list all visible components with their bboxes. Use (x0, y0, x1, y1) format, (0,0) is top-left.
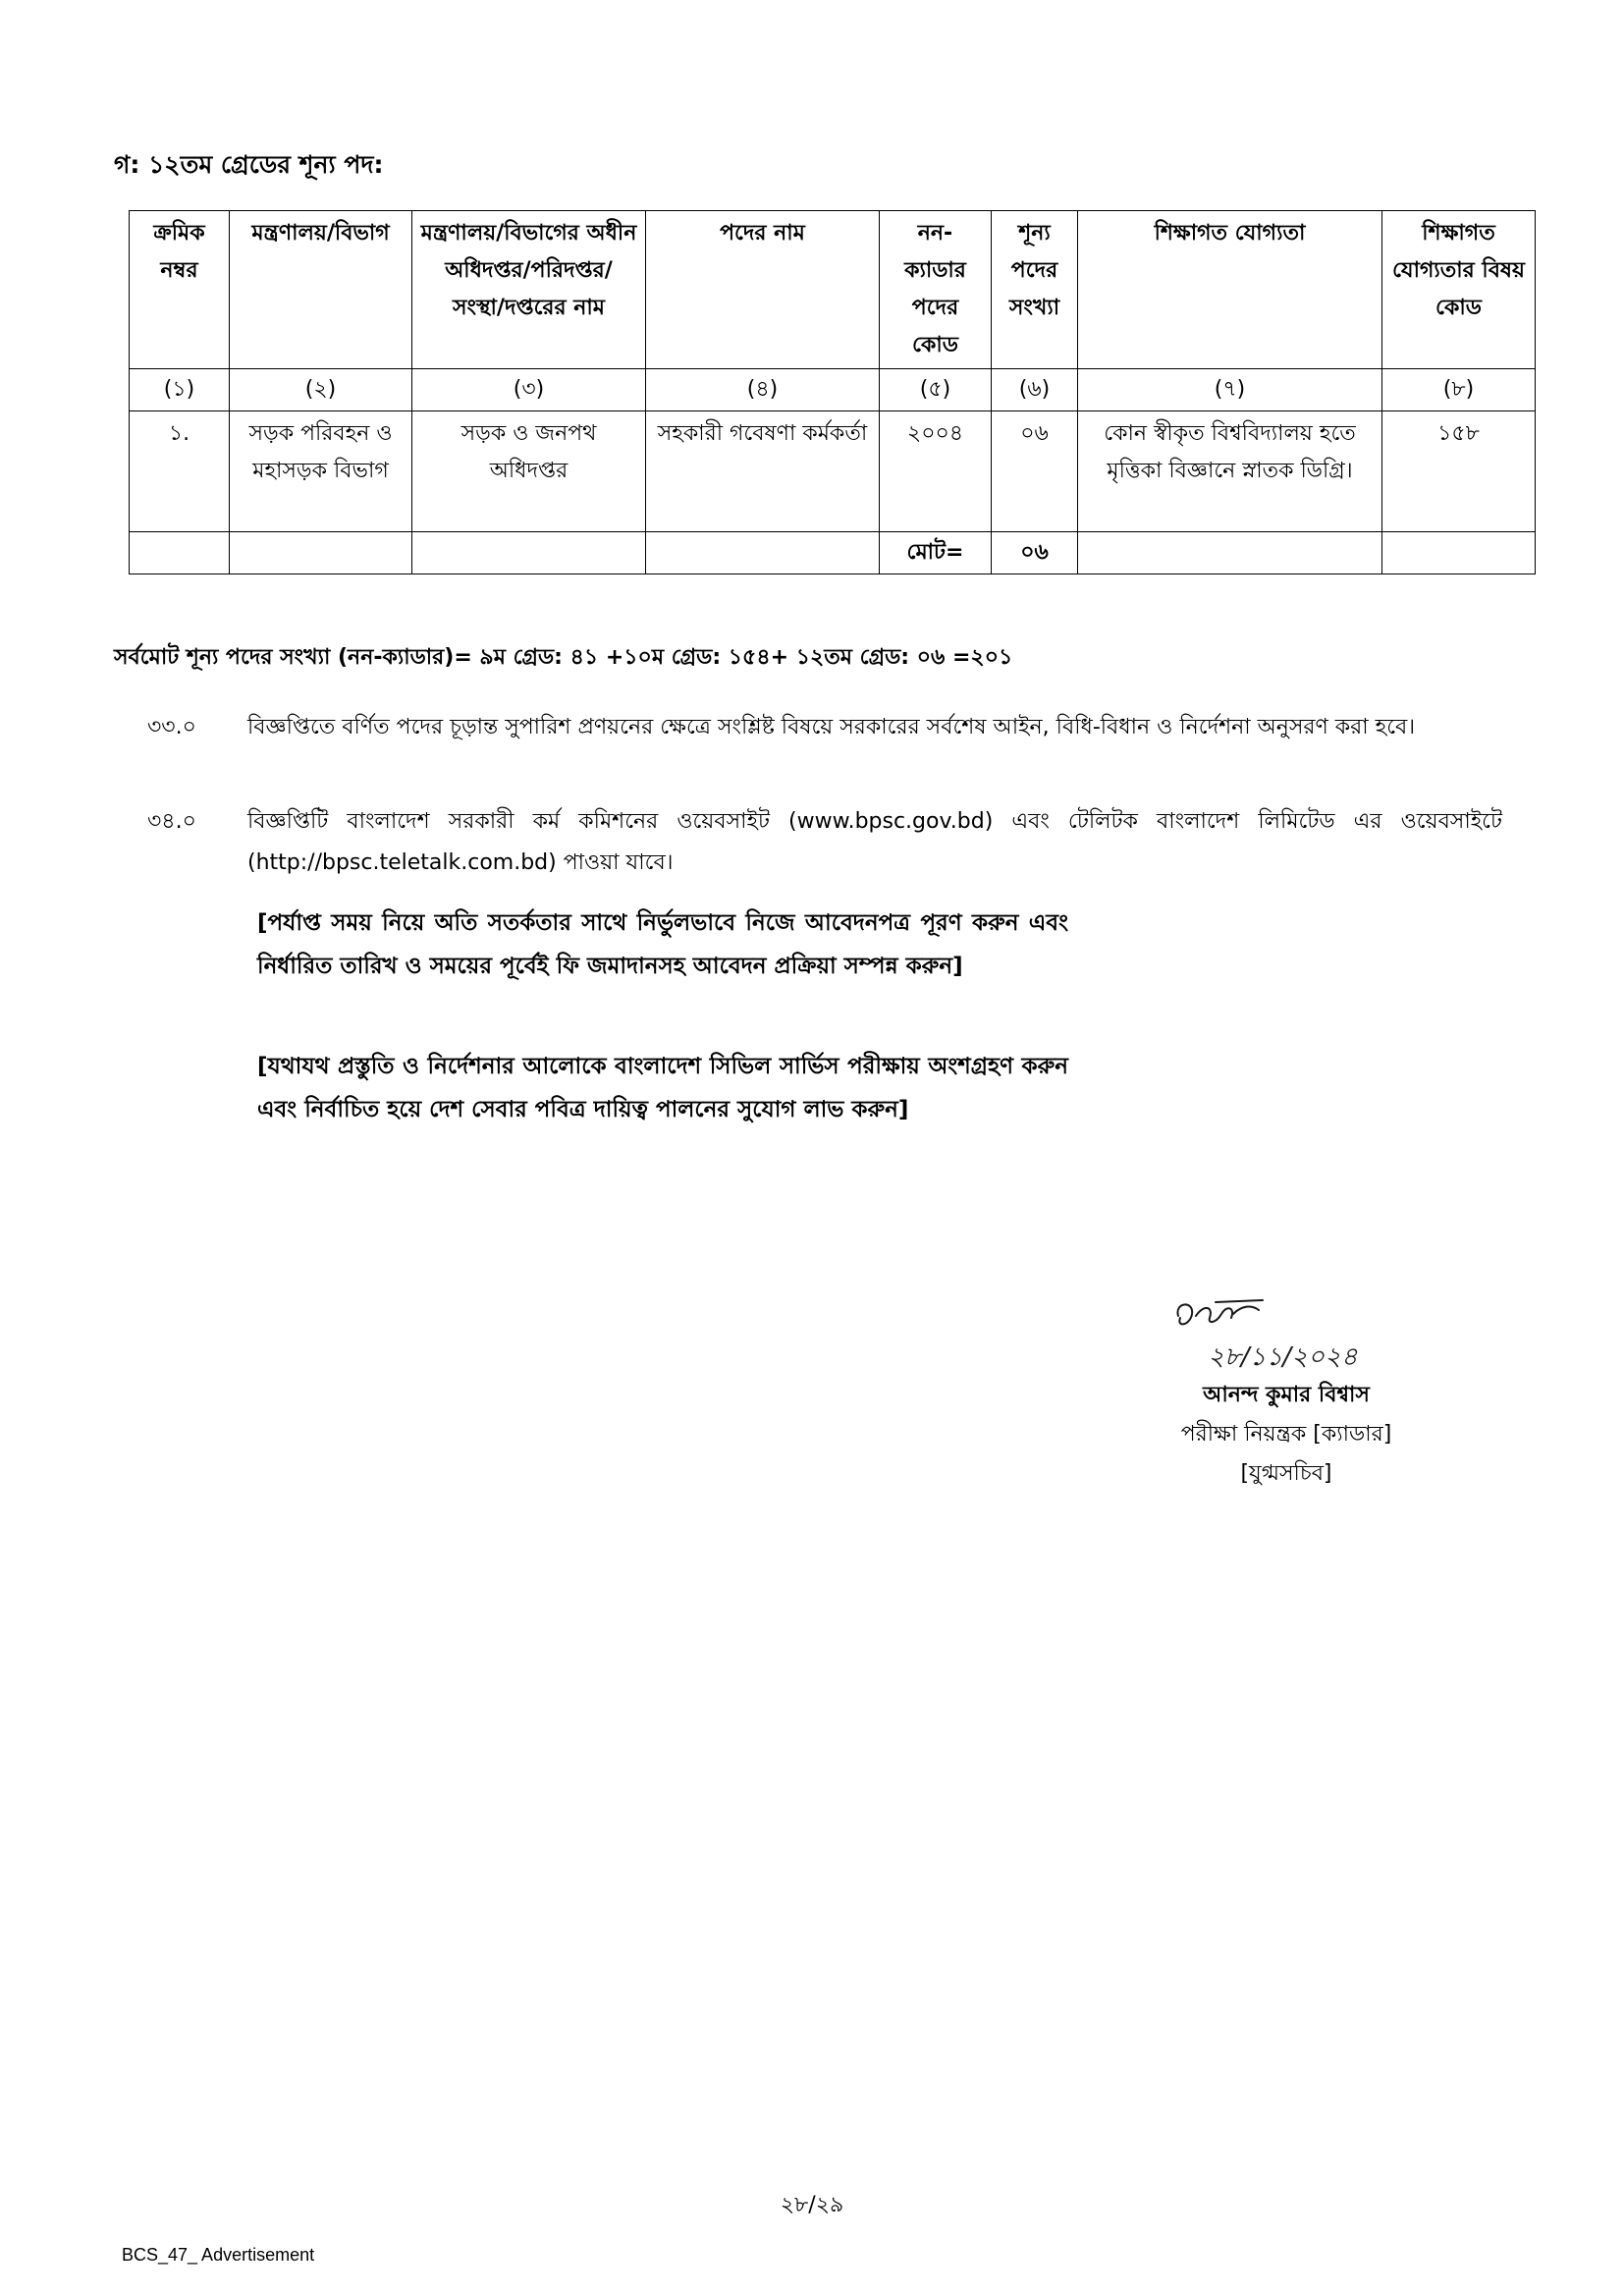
column-number: (২) (230, 369, 412, 411)
total-label: মোট= (880, 532, 992, 574)
page-number: ২৮/২৯ (780, 2193, 844, 2217)
signer-designation: পরীক্ষা নিয়ন্ত্রক [ক্যাডার] (1180, 1422, 1392, 1447)
header-department: মন্ত্রণালয়/বিভাগের অধীন অধিদপ্তর/পরিদপ্তর/ সংস্থা/দপ্তরের নাম (412, 211, 646, 369)
signer-name: আনন্দ কুমার বিশ্বাস (1203, 1383, 1370, 1407)
paragraph-number: ৩৪.০ (147, 809, 196, 834)
empty-cell (230, 532, 412, 574)
column-number: (৬) (992, 369, 1078, 411)
header-serial: ক্রমিক নম্বর (130, 211, 230, 369)
paragraph-number: ৩৩.০ (147, 715, 196, 739)
cell-serial: ১. (130, 411, 230, 532)
paragraph-33 (147, 707, 1502, 748)
empty-cell (1382, 532, 1536, 574)
column-number: (৫) (880, 369, 992, 411)
instruction-note-1: [পর্যাপ্ত সময় নিয়ে অতি সতর্কতার সাথে নির্ভুলভাবে নিজে আবেদনপত্র পূরণ করুন এবং নির্ধারিত তারিখ ও সময়ের পূর্বেই ফি জমাদানসহ আবেদন প্রক্রিয়া সম্পন্ন করুন] (257, 910, 1068, 979)
handwritten-signature (1157, 1294, 1422, 1375)
empty-cell (130, 532, 230, 574)
column-number: (৪) (646, 369, 880, 411)
header-post: পদের নাম (646, 211, 880, 369)
vacancy-table (129, 210, 1536, 574)
signer-rank: [যুগ্মসচিব] (1240, 1461, 1332, 1486)
paragraph-34 (147, 801, 1502, 884)
column-number: (১) (130, 369, 230, 411)
empty-cell (412, 532, 646, 574)
column-number: (৩) (412, 369, 646, 411)
column-number-row (130, 369, 1536, 411)
cell-qualification: কোন স্বীকৃত বিশ্ববিদ্যালয় হতে মৃত্তিকা বিজ্ঞানে স্নাতক ডিগ্রি। (1078, 411, 1382, 532)
header-qualification: শিক্ষাগত যোগ্যতা (1078, 211, 1382, 369)
cell-code: ২০০৪ (880, 411, 992, 532)
header-code: নন-ক্যাডার পদের কোড (880, 211, 992, 369)
column-number: (৮) (1382, 369, 1536, 411)
cell-subject-code: ১৫৮ (1382, 411, 1536, 532)
header-ministry: মন্ত্রণালয়/বিভাগ (230, 211, 412, 369)
signature-scribble-icon (1157, 1294, 1422, 1375)
total-row (130, 532, 1536, 574)
empty-cell (646, 532, 880, 574)
column-number: (৭) (1078, 369, 1382, 411)
section-title: গ: ১২তম গ্রেডের শূন্য পদ: (114, 150, 384, 179)
paragraph-text: বিজ্ঞপ্তিটি বাংলাদেশ সরকারী কর্ম কমিশনের ওয়েবসাইট (www.bpsc.gov.bd) এবং টেলিটক বাংলাদেশ লিমিটেড এর ওয়েবসাইটে (http://bpsc.teletalk.com.bd) পাওয়া যাবে। (247, 809, 1502, 875)
table-header-row (130, 211, 1536, 369)
footer-text: BCS_47_ Advertisement (122, 2245, 315, 2265)
signature-date: ২৮/১১/২০২৪ (1208, 1342, 1358, 1372)
cell-vacancies: ০৬ (992, 411, 1078, 532)
table-row (130, 411, 1536, 532)
cell-ministry: সড়ক পরিবহন ও মহাসড়ক বিভাগ (230, 411, 412, 532)
header-vacancies: শূন্য পদের সংখ্যা (992, 211, 1078, 369)
instruction-note-2: [যথাযথ প্রস্তুতি ও নির্দেশনার আলোকে বাংলাদেশ সিভিল সার্ভিস পরীক্ষায় অংশগ্রহণ করুন এবং নির্বাচিত হয়ে দেশ সেবার পবিত্র দায়িত্ব পালনের সুযোগ লাভ করুন] (257, 1054, 1068, 1122)
total-value: ০৬ (992, 532, 1078, 574)
cell-department: সড়ক ও জনপথ অধিদপ্তর (412, 411, 646, 532)
grand-total: সর্বমোট শূন্য পদের সংখ্যা (নন-ক্যাডার)= ৯ম গ্রেড: ৪১ +১০ম গ্রেড: ১৫৪+ ১২তম গ্রেড: ০৬ =২০১ (114, 645, 1013, 670)
empty-cell (1078, 532, 1382, 574)
cell-post: সহকারী গবেষণা কর্মকর্তা (646, 411, 880, 532)
header-subject-code: শিক্ষাগত যোগ্যতার বিষয় কোড (1382, 211, 1536, 369)
paragraph-text: বিজ্ঞপ্তিতে বর্ণিত পদের চূড়ান্ত সুপারিশ প্রণয়নের ক্ষেত্রে সংশ্লিষ্ট বিষয়ে সরকারের সর্বশেষ আইন, বিধি-বিধান ও নির্দেশনা অনুসরণ করা হবে। (247, 715, 1416, 739)
